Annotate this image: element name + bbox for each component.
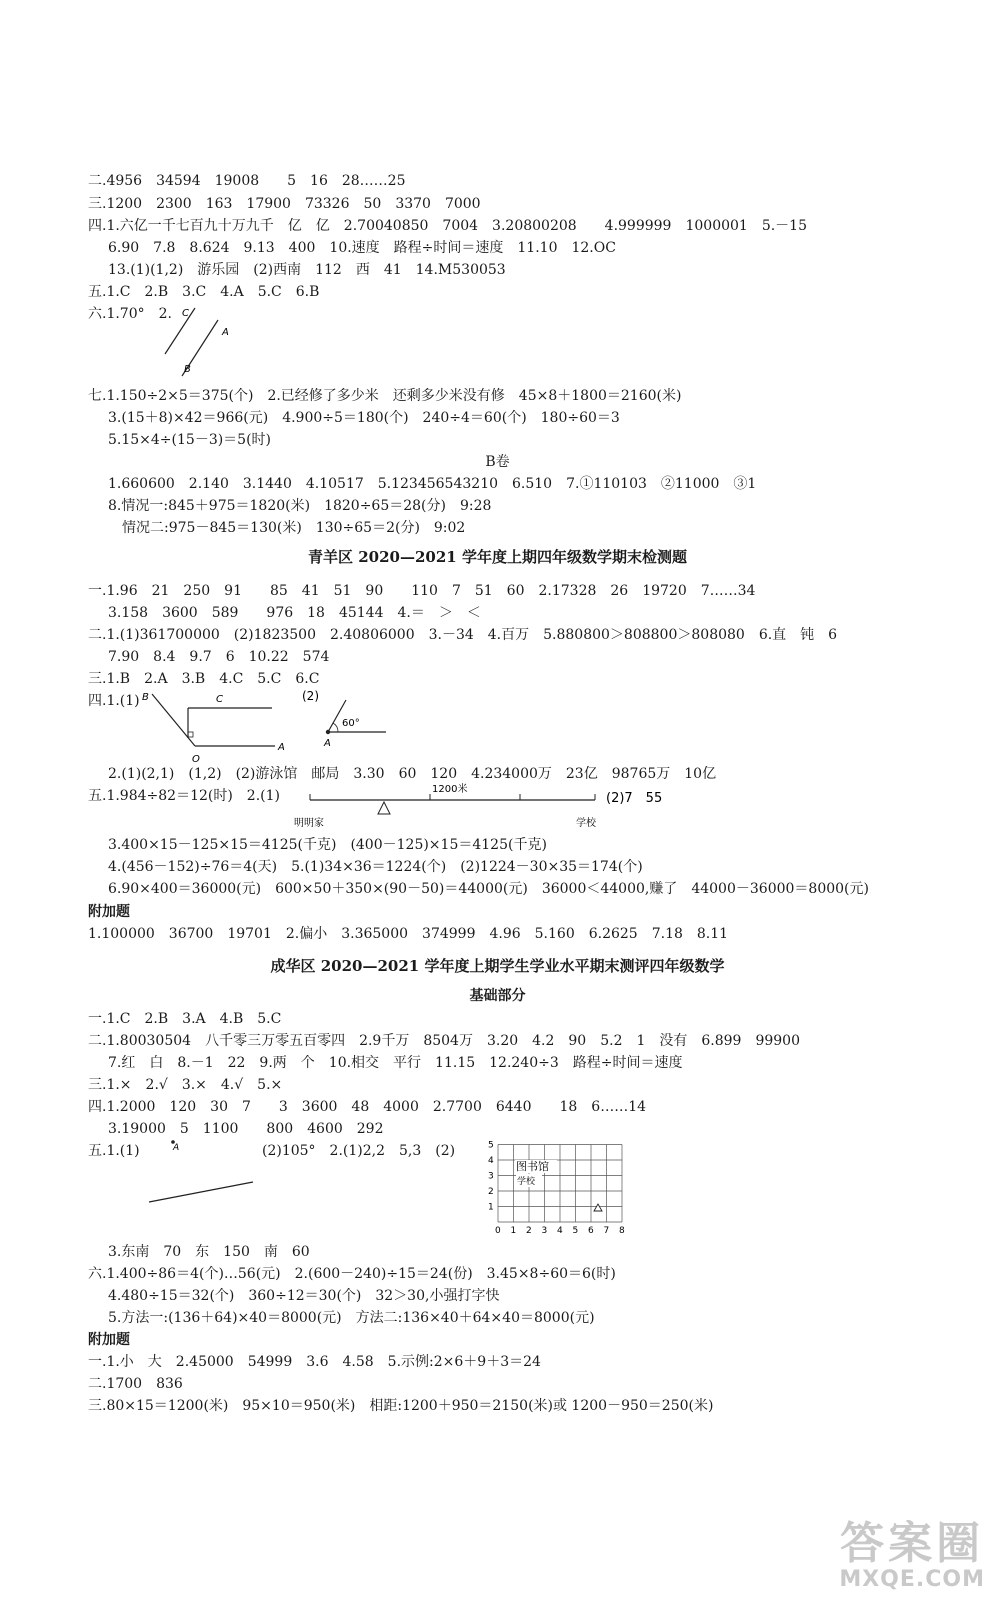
figure-label: 明明家 [294, 818, 324, 829]
answer-line: 五.1.984÷82＝12(时) 2.(1) [88, 788, 281, 804]
answer-line: 2.(1)(2,1) (1,2) (2)游泳馆 邮局 3.30 60 120 4.234000万 23亿 98765万 10亿 [108, 766, 717, 782]
answer-line: 三.80×15＝1200(米) 95×10＝950(米) 相距:1200＋950＝2150(米)或 1200－950＝250(米) [88, 1398, 714, 1414]
answer-line: 三.1.× 2.√ 3.× 4.√ 5.× [88, 1077, 283, 1093]
answer-line: 四.1.六亿一千七百九十万九千 亿 亿 2.70040850 7004 3.20800208 4.999999 1000001 5.－15 [88, 218, 807, 234]
section-heading: 附加题 [88, 904, 130, 920]
answer-line: 二.1.80030504 八千零三万零五百零四 2.9千万 8504万 3.20 4.2 90 5.2 1 没有 6.899 99900 [88, 1033, 800, 1049]
angle-figure-1 [140, 686, 290, 766]
answer-line: 3.(15＋8)×42＝966(元) 4.900÷5＝180(个) 240÷4＝60(个) 180÷60＝3 [108, 410, 620, 426]
answer-line: 6.90×400＝36000(元) 600×50＋350×(90－50)＝44000(元) 36000＜44000,赚了 44000－36000＝8000(元) [108, 881, 869, 897]
coordinate-grid-figure [478, 1136, 643, 1238]
figure-label: B [142, 692, 149, 703]
answer-line: 二.1.(1)361700000 (2)1823500 2.40806000 3.－34 4.百万 5.880800＞808800＞808080 6.直 钝 6 [88, 627, 838, 643]
answer-line: 三.1200 2300 163 17900 73326 50 3370 7000 [88, 196, 481, 212]
grid-x-tick: 0 [495, 1226, 501, 1236]
grid-y-tick: 3 [488, 1171, 494, 1182]
answer-line: 3.158 3600 589 976 18 45144 4.＝ ＞ ＜ [108, 605, 481, 621]
grid-y-tick: 2 [488, 1187, 494, 1197]
figure-label: C [216, 694, 223, 705]
figure-label: (2)7 55 [606, 791, 663, 806]
answer-line: 情况二:975－845＝130(米) 130÷65＝2(分) 9:02 [122, 520, 466, 536]
figure-label: A [324, 738, 331, 749]
answer-line: 7.90 8.4 9.7 6 10.22 574 [108, 649, 330, 665]
grid-x-tick: 6 [588, 1226, 594, 1236]
figure-label: 1200米 [432, 784, 468, 795]
answer-line: 七.1.150÷2×5＝375(个) 2.已经修了多少米 还剩多少米没有修 45×8＋1800＝2160(米) [88, 388, 682, 404]
section-heading: B卷 [485, 454, 510, 470]
figure-label: A [173, 1143, 180, 1153]
watermark-logo [839, 1518, 985, 1592]
answer-line: 5.方法一:(136＋64)×40＝8000(元) 方法二:136×40＋64×40＝8000(元) [108, 1310, 595, 1326]
answer-line: (2)105° 2.(1)2,2 5,3 (2) [262, 1143, 456, 1159]
section-heading: 附加题 [88, 1332, 130, 1348]
answer-line: 五.1.(1) [88, 1143, 140, 1159]
answer-line: 六.1.400÷86＝4(个)…56(元) 2.(600－240)÷15＝24(份) 3.45×8÷60＝6(时) [88, 1266, 616, 1282]
grid-x-tick: 5 [572, 1226, 579, 1236]
grid-x-tick: 7 [603, 1226, 610, 1236]
answer-line: 一.1.C 2.B 3.A 4.B 5.C [88, 1011, 282, 1027]
answer-line: 四.1.(1) [88, 693, 140, 709]
answer-line: 二.4956 34594 19008 5 16 28……25 [88, 173, 406, 189]
section-title: 成华区 2020—2021 学年度上期学生学业水平期末测评四年级数学 [270, 957, 725, 975]
answer-line: 7.红 白 8.－1 22 9.两 个 10.相交 平行 11.15 12.240÷3 路程÷时间＝速度 [108, 1055, 683, 1071]
figure-label: 60° [342, 718, 360, 729]
figure-label: A [222, 327, 229, 338]
figure-label: (2) [302, 689, 319, 703]
answer-line: 3.东南 70 东 150 南 60 [108, 1244, 310, 1260]
grid-y-tick: 5 [488, 1140, 494, 1151]
answer-line: 3.19000 5 1100 800 4600 292 [108, 1121, 384, 1137]
angle-figure-2 [298, 686, 398, 752]
figure-label: 学校 [576, 818, 596, 829]
answer-line: 四.1.2000 120 30 7 3 3600 48 4000 2.7700 6440 18 6……14 [88, 1099, 647, 1115]
grid-x-tick: 2 [526, 1226, 532, 1236]
answer-line: 13.(1)(1,2) 游乐园 (2)西南 112 西 41 14.M530053 [108, 262, 506, 278]
section-title: 青羊区 2020—2021 学年度上期四年级数学期末检测题 [308, 548, 687, 566]
watermark-url: MXQE.COM [839, 1567, 985, 1592]
grid-x-tick: 8 [619, 1226, 625, 1236]
answer-line: 一.1.96 21 250 91 85 41 51 90 110 7 51 60 2.17328 26 19720 7……34 [88, 583, 756, 599]
watermark-text: 答案圈 [840, 1518, 985, 1569]
grid-x-tick: 1 [510, 1226, 517, 1236]
answer-line: 1.660600 2.140 3.1440 4.10517 5.123456543210 6.510 7.①110103 ②11000 ③1 [108, 476, 757, 492]
grid-place-label: 学校 [517, 1177, 536, 1187]
answer-line: 6.90 7.8 8.624 9.13 400 10.速度 路程÷时间＝速度 11.10 12.OC [108, 240, 616, 256]
answer-line: 三.1.B 2.A 3.B 4.C 5.C 6.C [88, 671, 320, 687]
figure-label: A [278, 742, 285, 753]
scale-bar-figure [290, 780, 710, 830]
answer-line: 5.15×4÷(15－3)＝5(时) [108, 432, 272, 448]
answer-line: 二.1700 836 [88, 1376, 183, 1392]
parallel-lines-figure [160, 302, 250, 384]
answer-line: 4.480÷15＝32(个) 360÷12＝30(个) 32＞30,小强打字快 [108, 1288, 500, 1304]
grid-y-tick: 1 [488, 1202, 494, 1213]
answer-line: 4.(456－152)÷76＝4(天) 5.(1)34×36＝1224(个) (2)1224－30×35＝174(个) [108, 859, 643, 875]
answer-line: 一.1.小 大 2.45000 54999 3.6 4.58 5.示例:2×6＋9＋3＝24 [88, 1354, 541, 1370]
grid-y-tick: 4 [488, 1156, 494, 1166]
answer-line: 3.400×15－125×15＝4125(千克) (400－125)×15＝4125(千克) [108, 837, 547, 853]
answer-line: 六.1.70° 2. [88, 306, 172, 322]
answer-line: 8.情况一:845＋975＝1820(米) 1820÷65＝28(分) 9:28 [108, 498, 492, 514]
answer-line: 1.100000 36700 19701 2.偏小 3.365000 374999 4.96 5.160 6.2625 7.18 8.11 [88, 926, 729, 942]
figure-label: O [192, 754, 200, 765]
figure-label: C [182, 308, 189, 319]
answer-line: 五.1.C 2.B 3.C 4.A 5.C 6.B [88, 284, 320, 300]
ray-figure [135, 1138, 260, 1210]
grid-place-label: 图书馆 [516, 1160, 549, 1173]
grid-x-tick: 4 [557, 1226, 563, 1236]
section-subtitle: 基础部分 [469, 988, 526, 1004]
figure-label: B [184, 364, 191, 375]
grid-x-tick: 3 [541, 1226, 548, 1236]
